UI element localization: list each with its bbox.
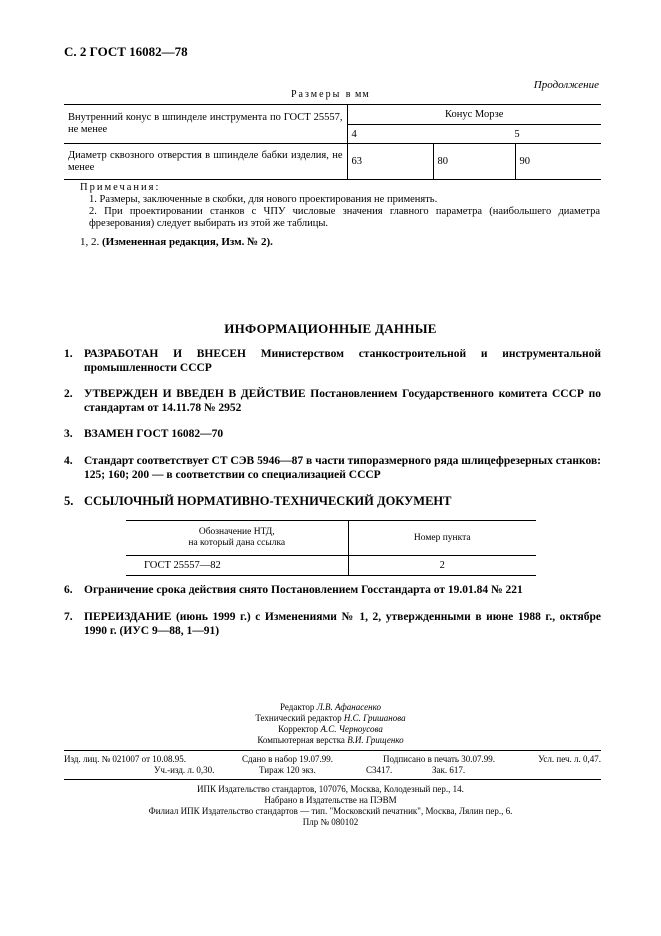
item-number: 6. <box>64 584 73 596</box>
imprint-line: Набрано в Издательстве на ПЭВМ <box>264 795 397 805</box>
imprint-block <box>0 784 661 828</box>
reference-table <box>126 520 536 576</box>
item-text: ПЕРЕИЗДАНИЕ (июнь 1999 г.) с Изменениями № 1, 2, утвержденными в июне 1988 г., октябре 1990 г. (ИУС 9—88, 1—91) <box>84 611 601 637</box>
info-item <box>64 387 601 415</box>
item-number: 2. <box>64 388 73 400</box>
notes-title: Примечания: <box>80 182 161 193</box>
pub-print-sheets: Усл. печ. л. 0,47. <box>538 754 601 764</box>
page-header: С. 2 ГОСТ 16082—78 <box>64 44 188 59</box>
item-text: УТВЕРЖДЕН И ВВЕДЕН В ДЕЙСТВИЕ Постановлением Государственного комитета СССР по стандартам от 14.11.78 № 2952 <box>84 388 601 414</box>
pub-sheets: Уч.-изд. л. 0,30. <box>154 765 215 775</box>
divider <box>64 750 601 751</box>
bore-value: 80 <box>433 144 515 180</box>
pub-signed: Подписано в печать 30.07.99. <box>383 754 496 764</box>
info-item <box>64 583 601 597</box>
credit-role: Корректор <box>278 724 319 734</box>
credits-block <box>0 702 661 746</box>
pub-sent: Сдано в набор 19.07.99. <box>242 754 334 764</box>
continuation-label: Продолжение <box>533 79 599 91</box>
item-number: 1. <box>64 348 73 360</box>
info-item <box>64 494 601 508</box>
item-text: Ограничение срока действия снято Постановлением Госстандарта от 19.01.84 № 221 <box>84 584 523 596</box>
credit-name: Н.С. Гришанова <box>343 713 406 723</box>
cone-header: Конус Морзе <box>347 105 601 125</box>
edition-prefix: 1, 2. <box>80 236 100 248</box>
ref-point: 2 <box>439 560 445 571</box>
info-item <box>64 427 601 441</box>
item-text: РАЗРАБОТАН И ВНЕСЕН Министерством станкостроительной и инструментальной промышленности СССР <box>84 348 601 374</box>
bore-row-label: Диаметр сквозного отверстия в шпинделе бабки изделия, не менее <box>68 149 343 173</box>
pub-code: С3417. <box>366 765 393 775</box>
ref-col1-header-line: на который дана ссылка <box>188 538 286 548</box>
edition-note <box>80 236 273 248</box>
ref-col2-header: Номер пункта <box>413 533 471 543</box>
cone-value: 5 <box>514 128 520 140</box>
imprint-line: Плр № 080102 <box>302 817 359 827</box>
item-number: 4. <box>64 455 73 467</box>
units-label: Размеры <box>291 89 342 100</box>
ref-col1-header-line: Обозначение НТД, <box>198 527 275 537</box>
edition-text: (Измененная редакция, Изм. № 2). <box>102 236 273 248</box>
item-text: ВЗАМЕН ГОСТ 16082—70 <box>84 428 224 440</box>
credit-name: Л.В. Афанасенко <box>316 702 381 712</box>
credit-name: А.С. Черноусова <box>320 724 383 734</box>
bore-value: 63 <box>347 144 433 180</box>
credit-role: Технический редактор <box>255 713 342 723</box>
table-units-caption <box>291 89 370 100</box>
item-text: Стандарт соответствует СТ СЭВ 5946—87 в части типоразмерного ряда шлицефрезерных станков: 125; 160; 200 — в соответствии со специализацией СССР <box>84 455 601 481</box>
item-number: 3. <box>64 428 73 440</box>
note-item: 1. Размеры, заключенные в скобки, для нового проектирования не применять. <box>89 194 438 205</box>
imprint-line: ИПК Издательство стандартов, 107076, Москва, Колодезный пер., 14. <box>197 784 464 794</box>
divider <box>64 779 601 780</box>
cone-value: 4 <box>347 125 433 144</box>
item-number: 5. <box>64 494 74 508</box>
info-item <box>64 610 601 638</box>
credit-line <box>0 702 661 713</box>
ref-col1-header <box>126 521 348 556</box>
pub-license: Изд. лиц. № 021007 от 10.08.95. <box>64 754 186 764</box>
dimensions-table <box>64 104 601 180</box>
imprint-line: Филиал ИПК Издательство стандартов — тип. "Московский печатник", Москва, Лялин пер., 6. <box>148 806 513 816</box>
bore-value: 90 <box>515 144 601 180</box>
item-number: 7. <box>64 611 73 623</box>
notes-block <box>80 182 600 230</box>
credit-role: Компьютерная верстка <box>257 735 345 745</box>
pub-run: Тираж 120 экз. <box>259 765 316 775</box>
credit-role: Редактор <box>280 702 315 712</box>
ref-doc: ГОСТ 25557—82 <box>126 556 348 576</box>
info-item <box>64 347 601 375</box>
item-text: ССЫЛОЧНЫЙ НОРМАТИВНО-ТЕХНИЧЕСКИЙ ДОКУМЕНТ <box>84 494 452 508</box>
cone-row-label: Внутренний конус в шпинделе инструмента по ГОСТ 25557, не менее <box>68 112 343 135</box>
credit-line <box>0 713 661 724</box>
pub-order: Зак. 617. <box>432 765 466 775</box>
credit-line <box>0 735 661 746</box>
units-value: в мм <box>345 89 370 100</box>
note-item <box>89 206 600 230</box>
credit-line <box>0 724 661 735</box>
info-title: ИНФОРМАЦИОННЫЕ ДАННЫЕ <box>224 321 437 336</box>
credit-name: В.И. Грищенко <box>347 735 404 745</box>
note-item-text: 2. При проектировании станков с ЧПУ числовые значения главного параметра (наибольшего диаметра фрезерования) следует выбирать из этой же таблицы. <box>89 206 600 229</box>
info-item <box>64 454 601 482</box>
